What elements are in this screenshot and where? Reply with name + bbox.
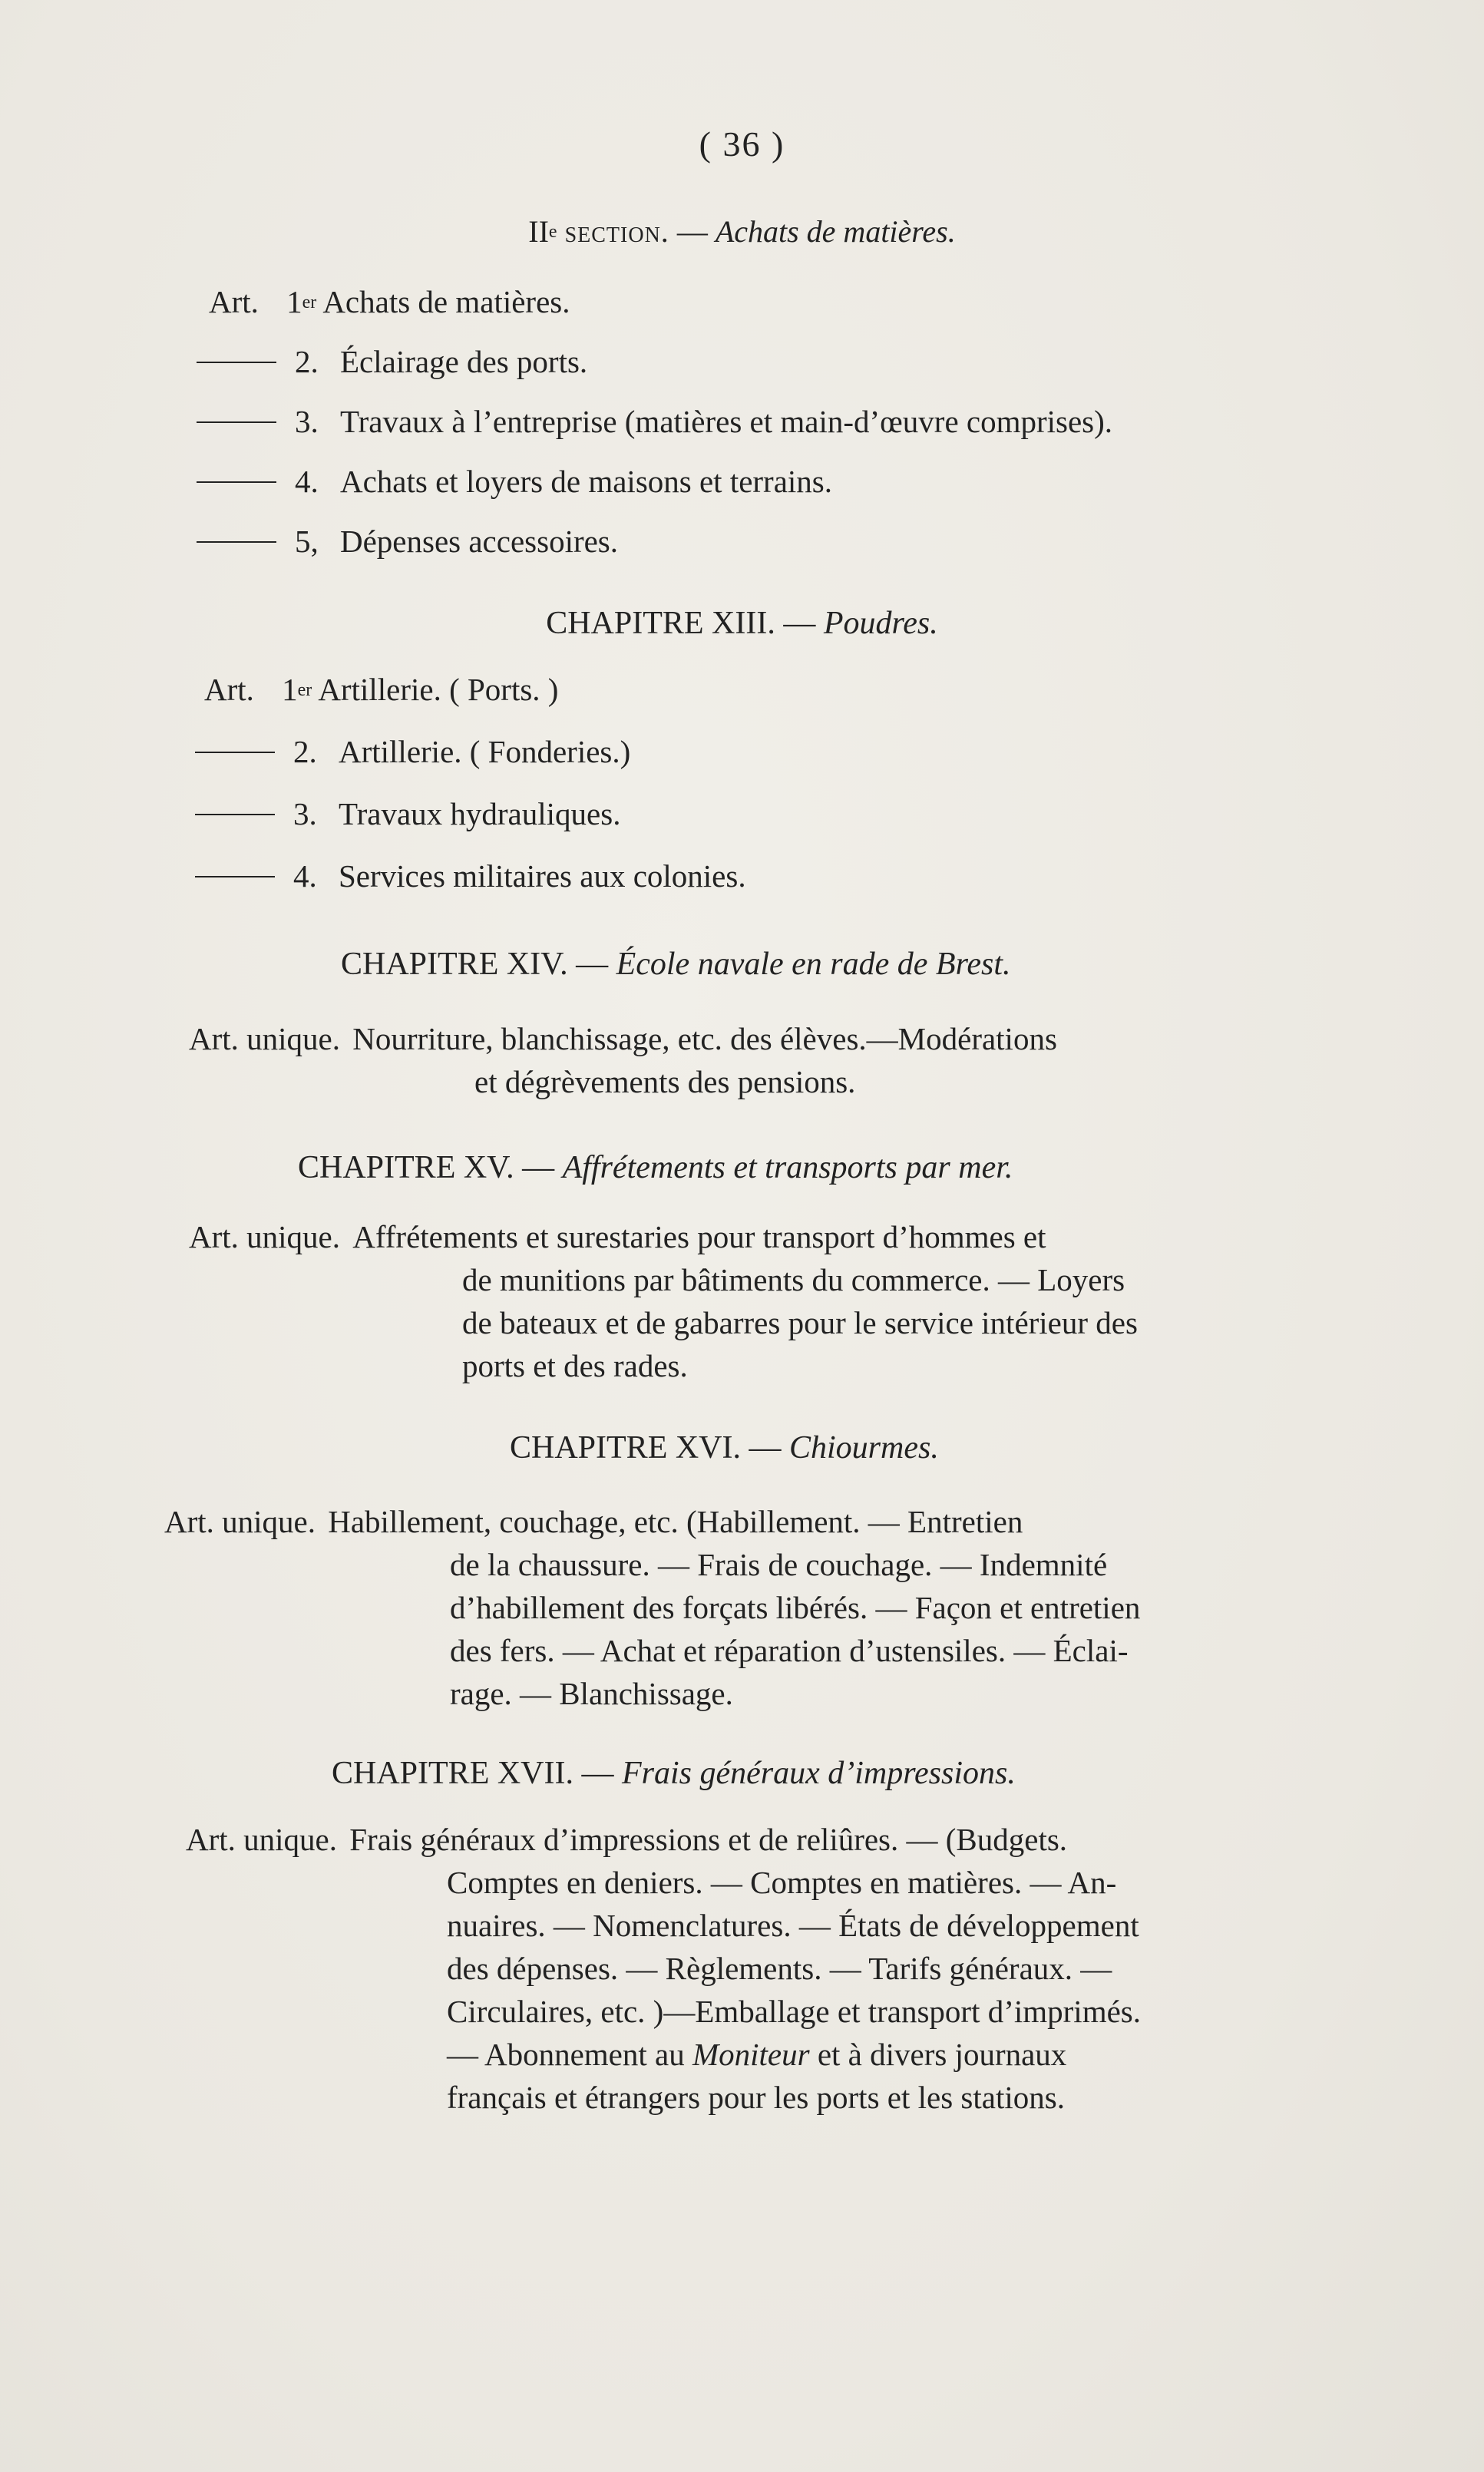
chapter-subtitle: Affrétements et transports par mer. bbox=[562, 1150, 1013, 1185]
article-line: des dépenses. — Règlements. — Tarifs généraux. — bbox=[447, 1951, 1112, 1986]
chapter-subtitle-b: en rade de Brest. bbox=[792, 947, 1011, 982]
item-number: 4. bbox=[295, 464, 319, 499]
article-line: français et étrangers pour les ports et les stations. bbox=[447, 2080, 1065, 2115]
item-ordinal: 1 bbox=[282, 672, 298, 707]
art-label: Art. bbox=[204, 672, 254, 707]
publication-title: Moniteur bbox=[692, 2037, 810, 2072]
article-line: Comptes en deniers. — Comptes en matières. — An- bbox=[447, 1865, 1117, 1900]
chapter-subtitle-a: École navale bbox=[616, 947, 784, 982]
article-line: nuaires. — Nomenclatures. — États de développement bbox=[447, 1908, 1139, 1943]
article-line bbox=[186, 1818, 1067, 1861]
chapter-subtitle: Frais généraux d’impressions. bbox=[621, 1756, 1016, 1791]
page-number: ( 36 ) bbox=[699, 124, 785, 164]
item-number: 5, bbox=[295, 524, 319, 559]
item-text: Éclairage des ports. bbox=[340, 344, 588, 379]
item-ordinal-sup: er bbox=[297, 680, 312, 700]
item-text: Travaux à l’entreprise (matières et main-d’œuvre comprises). bbox=[340, 404, 1113, 439]
section-sep: — bbox=[669, 214, 716, 249]
item-text: Services militaires aux colonies. bbox=[339, 858, 746, 894]
chapter-subtitle: Chiourmes. bbox=[789, 1430, 939, 1466]
article-text: et à divers journaux bbox=[817, 2037, 1067, 2072]
chapter-title: CHAPITRE XVII. — bbox=[332, 1756, 614, 1791]
list-item bbox=[195, 730, 630, 773]
article-text: Habillement, couchage, etc. (Habillement. — Entretien bbox=[328, 1504, 1023, 1539]
chapter-heading bbox=[298, 1146, 1013, 1189]
art-label: Art. bbox=[209, 284, 259, 319]
article-line: de munitions par bâtiments du commerce. — Loyers bbox=[462, 1262, 1125, 1297]
chapter-title: CHAPITRE XVI. — bbox=[510, 1430, 782, 1466]
article-line: de bateaux et de gabarres pour le service intérieur des bbox=[462, 1305, 1138, 1340]
art-label: Art. unique. bbox=[189, 1219, 340, 1254]
chapter-title: CHAPITRE XIII. — bbox=[546, 606, 816, 641]
ditto-dash bbox=[197, 421, 276, 423]
item-number: 2. bbox=[295, 344, 319, 379]
article-line: rage. — Blanchissage. bbox=[450, 1676, 733, 1711]
ditto-dash bbox=[197, 362, 276, 363]
list-item bbox=[197, 460, 832, 503]
chapter-title: CHAPITRE XIV. — bbox=[341, 947, 609, 982]
article-text: — Abonnement au bbox=[447, 2037, 685, 2072]
list-item bbox=[197, 520, 618, 563]
chapter-heading bbox=[332, 1752, 1016, 1795]
item-ordinal: 1 bbox=[286, 284, 302, 319]
article-line: ports et des rades. bbox=[462, 1348, 688, 1383]
article-line bbox=[164, 1500, 1023, 1543]
chapter-heading bbox=[0, 602, 1484, 645]
article-text: Affrétements et surestaries pour transport d’hommes et bbox=[352, 1219, 1046, 1254]
item-text: Achats et loyers de maisons et terrains. bbox=[340, 464, 833, 499]
chapter-heading bbox=[341, 943, 1011, 986]
article-line: de la chaussure. — Frais de couchage. — Indemnité bbox=[450, 1547, 1108, 1582]
section-heading bbox=[0, 210, 1484, 258]
item-number: 3. bbox=[295, 404, 319, 439]
item-number: 2. bbox=[293, 734, 317, 769]
section-prefix-sup: e bbox=[548, 222, 557, 242]
ditto-dash bbox=[195, 752, 275, 753]
list-item bbox=[204, 668, 558, 716]
art-label: Art. unique. bbox=[186, 1822, 337, 1857]
chapter-heading bbox=[510, 1426, 939, 1469]
section-prefix: II bbox=[528, 214, 549, 249]
item-number: 4. bbox=[293, 858, 317, 894]
list-item bbox=[209, 280, 570, 329]
article-line: d’habillement des forçats libérés. — Façon et entretien bbox=[450, 1590, 1141, 1625]
section-label: section. bbox=[564, 214, 669, 249]
item-text: Travaux hydrauliques. bbox=[339, 796, 621, 831]
article-text: Frais généraux d’impressions et de reliûres. — (Budgets. bbox=[349, 1822, 1068, 1857]
art-label: Art. unique. bbox=[189, 1021, 340, 1056]
list-item bbox=[197, 400, 1112, 443]
art-label: Art. unique. bbox=[164, 1504, 316, 1539]
item-text: Achats de matières. bbox=[322, 284, 570, 319]
chapter-subtitle: Poudres. bbox=[823, 606, 938, 641]
ditto-dash bbox=[197, 481, 276, 483]
list-item bbox=[195, 792, 620, 835]
article-line bbox=[447, 2033, 1066, 2076]
ditto-dash bbox=[197, 541, 276, 543]
article-line bbox=[189, 1215, 1046, 1258]
item-text: Dépenses accessoires. bbox=[340, 524, 619, 559]
article-line bbox=[189, 1017, 1057, 1060]
section-title: Achats de matières. bbox=[715, 214, 956, 249]
item-text: Artillerie. ( Ports. ) bbox=[318, 672, 559, 707]
item-text: Artillerie. ( Fonderies.) bbox=[339, 734, 631, 769]
ditto-dash bbox=[195, 876, 275, 877]
chapter-title: CHAPITRE XV. — bbox=[298, 1150, 555, 1185]
list-item bbox=[195, 854, 746, 897]
item-ordinal-sup: er bbox=[302, 292, 317, 312]
article-line: Circulaires, etc. )—Emballage et transport d’imprimés. bbox=[447, 1994, 1141, 2029]
ditto-dash bbox=[195, 814, 275, 815]
list-item bbox=[197, 340, 587, 383]
item-number: 3. bbox=[293, 796, 317, 831]
article-text: Nourriture, blanchissage, etc. des élèves.—Modérations bbox=[352, 1021, 1057, 1056]
article-line: et dégrèvements des pensions. bbox=[474, 1064, 856, 1099]
article-line: des fers. — Achat et réparation d’ustensiles. — Éclai- bbox=[450, 1633, 1129, 1668]
